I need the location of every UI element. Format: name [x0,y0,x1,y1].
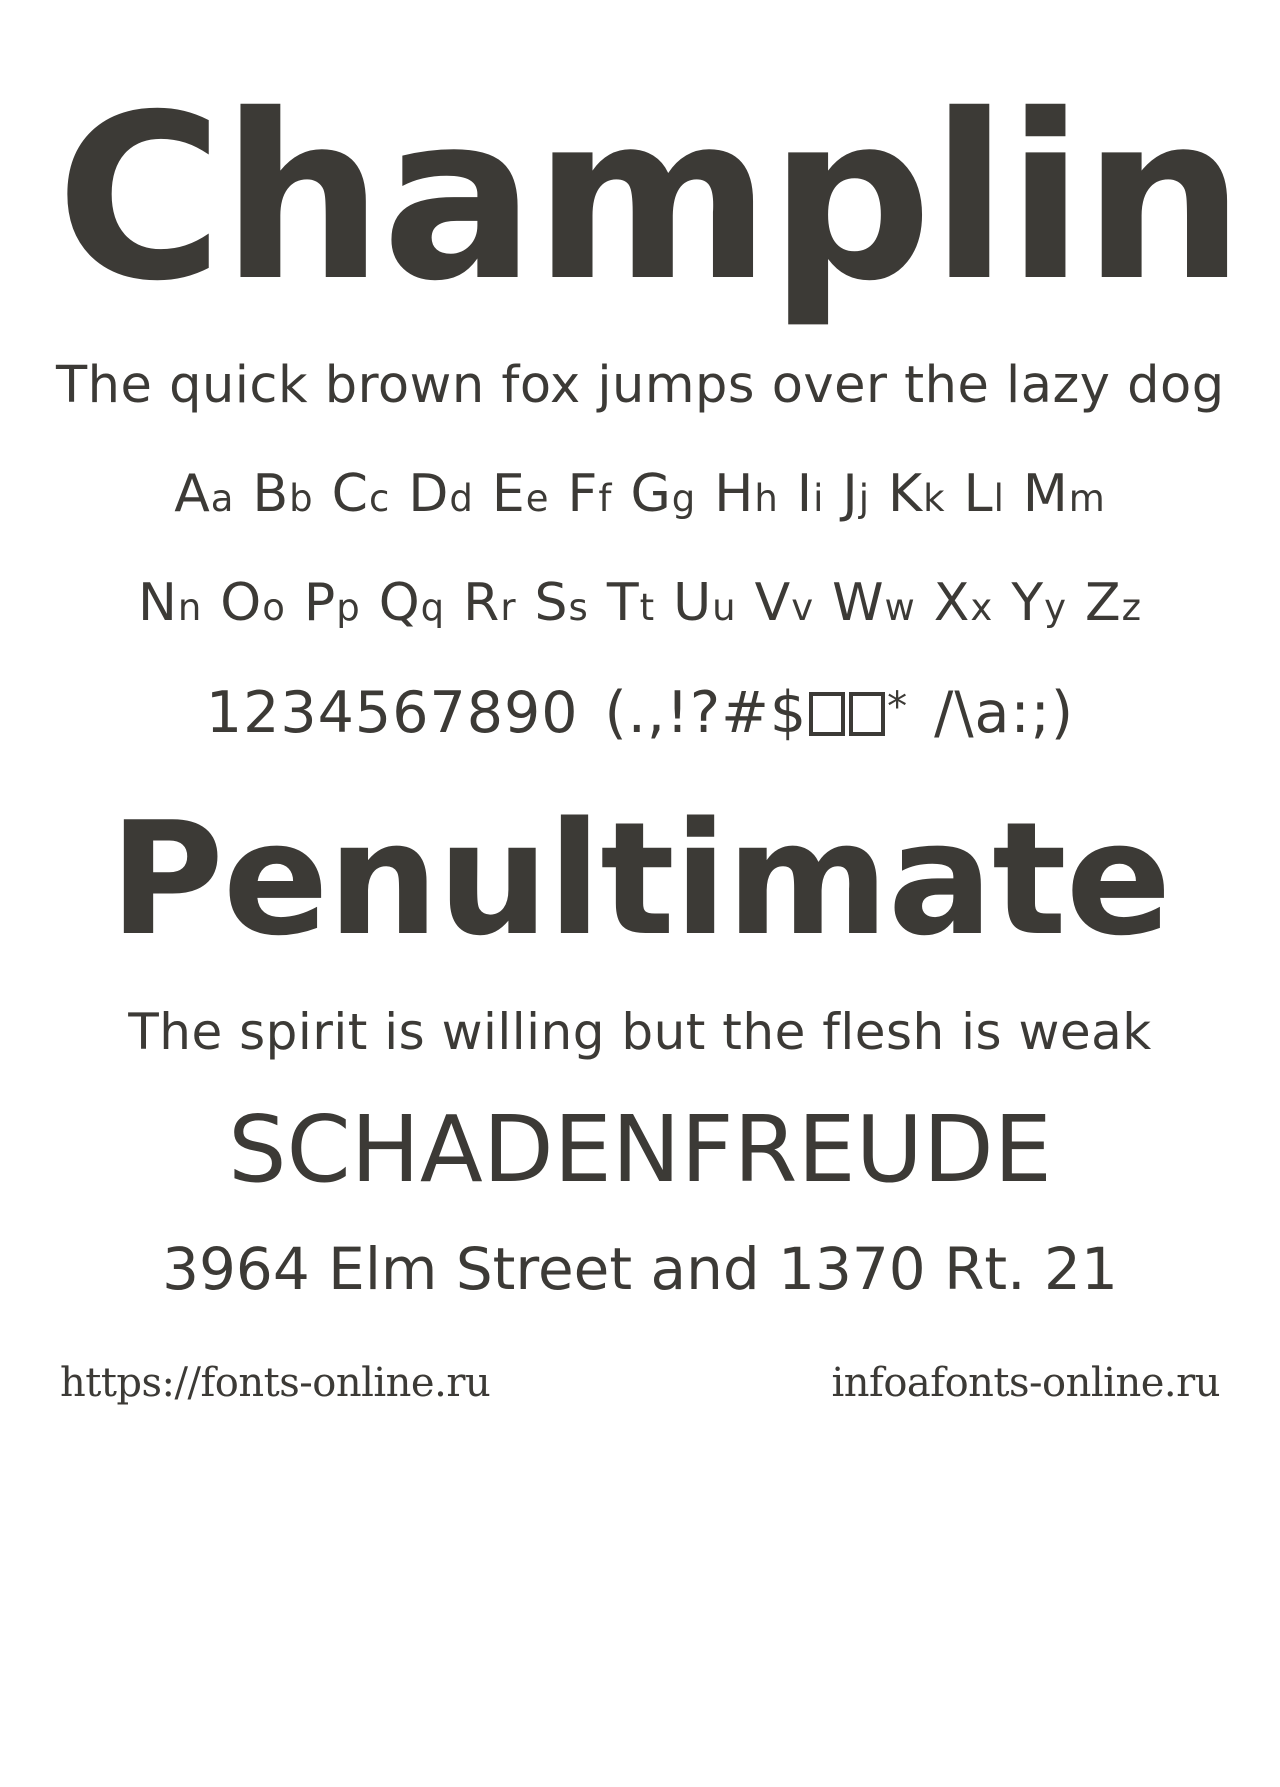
letter-lower: s [568,586,589,630]
letter-lower: z [1121,586,1143,630]
uppercase-sample-word: SCHADENFREUDE [228,1096,1052,1204]
site-url-link[interactable]: https://fonts-online.ru [60,1359,491,1406]
letter-lower: f [598,477,613,521]
letter-upper: I [796,464,814,525]
letter-lower: r [500,586,517,630]
alphabet-row-1 [56,466,1224,523]
letter-upper: Y [1011,573,1045,634]
letter-pair [673,575,737,632]
letter-upper: O [220,573,263,634]
letter-lower: b [289,477,314,521]
letter-pair [379,575,445,632]
letter-lower: m [1068,477,1106,521]
letter-pair [492,466,550,523]
letter-lower: g [671,477,697,521]
letter-upper: X [933,573,971,634]
asterisk-glyph: * [887,684,909,731]
letter-pair [842,466,870,523]
alphabet-row-2 [56,575,1224,632]
letter-upper: A [174,464,211,525]
letter-upper: Q [378,573,421,634]
letter-upper: C [331,464,369,525]
letter-upper: V [754,573,792,634]
letter-pair [1011,575,1067,632]
letter-pair [888,466,946,523]
letter-lower: x [970,586,994,630]
letter-lower: t [639,586,656,630]
letter-lower: a [210,477,235,521]
letter-upper: G [630,464,672,525]
letter-pair [567,466,612,523]
letter-upper: E [491,464,526,525]
letter-upper: H [714,464,755,525]
font-name-title: Champlin [56,65,1243,331]
missing-glyph-box-icon [849,692,885,736]
letter-lower: n [177,586,203,630]
missing-glyph-box-icon [809,692,845,736]
numerals-sample-line: 3964 Elm Street and 1370 Rt. 21 [162,1235,1118,1304]
punctuation-group-trailing: /\a:;) [934,680,1075,747]
letter-upper: Z [1085,573,1122,634]
letter-pair [408,466,474,523]
letter-upper: P [303,573,337,634]
letter-pair [964,466,1005,523]
letter-pair [463,575,516,632]
letter-pair [714,466,779,523]
letter-lower: w [884,586,916,630]
letter-pair [755,575,814,632]
letter-upper: N [137,573,178,634]
letter-pair [174,466,234,523]
punctuation-group-leading: (.,!?#$ [604,680,808,747]
letter-lower: i [813,477,825,521]
letter-lower: c [368,477,391,521]
letter-upper: K [888,464,924,525]
letter-upper: L [963,464,994,525]
digits-group: 1234567890 [205,680,579,747]
letter-pair [797,466,825,523]
phrase-line: The spirit is willing but the flesh is weak [128,1003,1152,1062]
letter-lower: e [525,477,550,521]
letter-pair [934,575,994,632]
letter-lower: j [858,477,871,521]
letter-upper: J [842,464,859,525]
letter-lower: y [1044,586,1067,630]
letter-upper: M [1022,464,1069,525]
letter-upper: B [252,464,290,525]
letter-lower: v [791,586,815,630]
letter-pair [535,575,589,632]
letter-lower: k [923,477,946,521]
letter-lower: u [712,586,737,630]
letter-pair [332,466,391,523]
letter-pair [252,466,313,523]
letter-lower: l [993,477,1005,521]
letter-upper: S [534,573,569,634]
second-display-word: Penultimate [109,788,1171,971]
letter-pair [138,575,202,632]
letter-upper: R [463,573,501,634]
pangram-line: The quick brown fox jumps over the lazy dog [56,356,1225,415]
letter-pair [220,575,286,632]
letter-pair [630,466,696,523]
letter-lower: h [754,477,779,521]
digits-and-punctuation-row [56,682,1224,745]
letter-lower: d [449,477,474,521]
letter-pair [832,575,916,632]
letter-upper: D [408,464,450,525]
letter-upper: W [832,573,885,634]
letter-pair [1023,466,1106,523]
letter-upper: T [606,573,640,634]
letter-pair [607,575,655,632]
letter-upper: U [673,573,713,634]
letter-pair [304,575,361,632]
letter-lower: q [420,586,446,630]
contact-email-link[interactable]: infoafonts-online.ru [831,1359,1220,1406]
letter-lower: p [336,586,361,630]
letter-pair [1085,575,1142,632]
letter-upper: F [567,464,599,525]
footer [56,1360,1224,1406]
letter-lower: o [262,586,286,630]
